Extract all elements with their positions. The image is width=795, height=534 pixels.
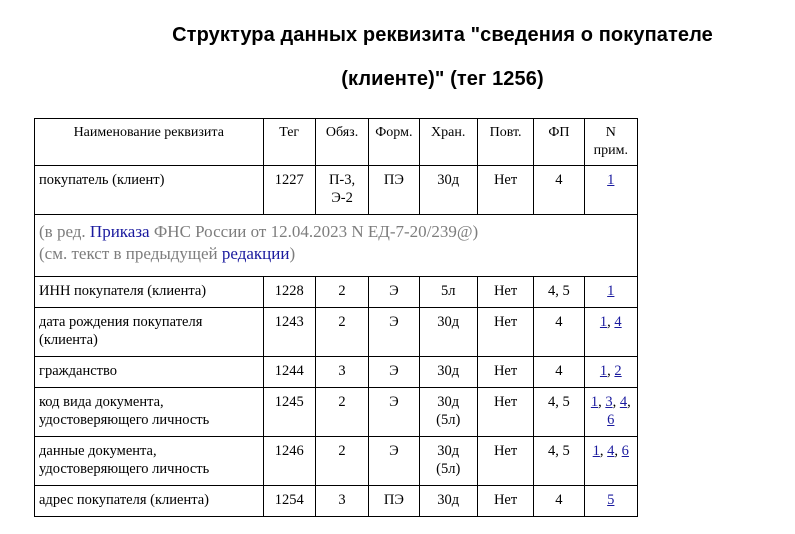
cell-notes: 1, 4 [584,308,637,357]
storage-value: 30д [437,172,460,188]
storage-value-2: (5л) [436,461,461,477]
note-link[interactable]: 1 [599,363,608,379]
page-title-line-1: Структура данных реквизита "сведения о покупателе [172,24,713,46]
table-row [35,357,638,388]
required-value: 2 [338,283,346,299]
cell-notes: 1, 3, 4, 6 [584,388,637,437]
amendment-line-2 [39,243,633,265]
required-value: 2 [338,314,346,330]
table-header-row [35,119,638,166]
cell-name: покупатель (клиент) [35,166,264,215]
cell-storage [419,388,477,437]
cell-name: гражданство [35,357,264,388]
amendment-cell [35,215,638,277]
required-value: 2 [338,394,346,410]
header-fp: ФП [534,119,584,166]
note-link[interactable]: 6 [621,443,629,459]
note-link[interactable]: 1 [592,443,600,459]
amendment-prefix: (в ред. [39,222,90,241]
cell-format: Э [369,437,419,486]
header-tag: Тег [263,119,315,166]
amendment-suffix: ) [289,244,296,263]
cell-fp: 4 [534,166,584,215]
cell-repeat: Нет [477,486,533,517]
storage-value: 30д [437,492,460,508]
cell-fp: 4, 5 [534,388,584,437]
cell-storage [419,437,477,486]
cell-storage [419,277,477,308]
table-row [35,437,638,486]
cell-fp: 4 [534,357,584,388]
page-title-line-2: (клиенте)" (тег 1256) [341,68,544,90]
cell-required [315,388,368,437]
required-value-2: Э-2 [331,190,353,206]
cell-name: дата рождения покупателя (клиента) [35,308,264,357]
amendment-prefix-2: (см. текст в предыдущей [39,244,222,263]
note-link[interactable]: 4 [619,394,628,410]
table-body [35,166,638,517]
cell-format: Э [369,388,419,437]
cell-notes [584,277,637,308]
table-row [35,277,638,308]
note-link[interactable]: 4 [607,443,615,459]
cell-repeat: Нет [477,357,533,388]
cell-required [315,308,368,357]
note-link[interactable]: 4 [614,314,622,330]
note-link[interactable]: 6 [607,412,615,428]
note-link[interactable]: 2 [614,363,622,379]
amendment-row [35,215,638,277]
amendment-line-1 [39,221,633,243]
note-link[interactable]: 1 [607,172,615,188]
header-notes: N прим. [584,119,637,166]
cell-tag: 1254 [263,486,315,517]
cell-notes: 1, 2 [584,357,637,388]
cell-fp: 4 [534,308,584,357]
cell-notes [584,486,637,517]
cell-required [315,486,368,517]
note-link[interactable]: 1 [607,283,615,299]
note-link[interactable]: 5 [607,492,615,508]
cell-name: код вида документа, удостоверяющего личность [35,388,264,437]
cell-fp: 4, 5 [534,437,584,486]
cell-format: ПЭ [369,166,419,215]
header-name: Наименование реквизита [35,119,264,166]
cell-fp: 4, 5 [534,277,584,308]
required-value: П-3, [328,172,356,188]
required-value: 2 [338,443,346,459]
cell-tag: 1228 [263,277,315,308]
table-row [35,166,638,215]
cell-storage [419,166,477,215]
cell-name: адрес покупателя (клиента) [35,486,264,517]
cell-notes [584,166,637,215]
cell-notes: 1, 4, 6 [584,437,637,486]
note-link[interactable]: 1 [599,314,608,330]
cell-tag: 1227 [263,166,315,215]
requisite-table [34,118,638,517]
cell-required [315,166,368,215]
cell-tag: 1246 [263,437,315,486]
header-format: Форм. [369,119,419,166]
cell-name: ИНН покупателя (клиента) [35,277,264,308]
cell-tag: 1243 [263,308,315,357]
table-row [35,388,638,437]
storage-value: 30д [437,443,460,459]
cell-tag: 1245 [263,388,315,437]
cell-repeat: Нет [477,437,533,486]
cell-repeat: Нет [477,388,533,437]
previous-edition-link[interactable]: редакции [221,244,290,263]
cell-tag: 1244 [263,357,315,388]
cell-format: Э [369,277,419,308]
storage-value-2: (5л) [436,412,461,428]
header-required: Обяз. [315,119,368,166]
storage-value: 30д [437,363,460,379]
header-repeat: Повт. [477,119,533,166]
cell-storage [419,486,477,517]
required-value: 3 [338,492,346,508]
cell-format: ПЭ [369,486,419,517]
cell-fp: 4 [534,486,584,517]
note-link[interactable]: 1 [590,394,599,410]
cell-format: Э [369,357,419,388]
table-row [35,308,638,357]
cell-format: Э [369,308,419,357]
header-storage: Хран. [419,119,477,166]
storage-value: 30д [437,394,460,410]
table-row [35,486,638,517]
storage-value: 5л [440,283,456,299]
order-link[interactable]: Приказа [89,222,150,241]
cell-storage [419,308,477,357]
cell-required [315,437,368,486]
cell-repeat: Нет [477,308,533,357]
storage-value: 30д [437,314,460,330]
amendment-text: ФНС России от 12.04.2023 N ЕД-7-20/239@) [149,222,479,241]
required-value: 3 [338,363,346,379]
cell-repeat: Нет [477,166,533,215]
cell-required [315,357,368,388]
cell-required [315,277,368,308]
cell-storage [419,357,477,388]
note-link[interactable]: 3 [605,394,613,410]
cell-repeat: Нет [477,277,533,308]
cell-name: данные документа, удостоверяющего личность [35,437,264,486]
